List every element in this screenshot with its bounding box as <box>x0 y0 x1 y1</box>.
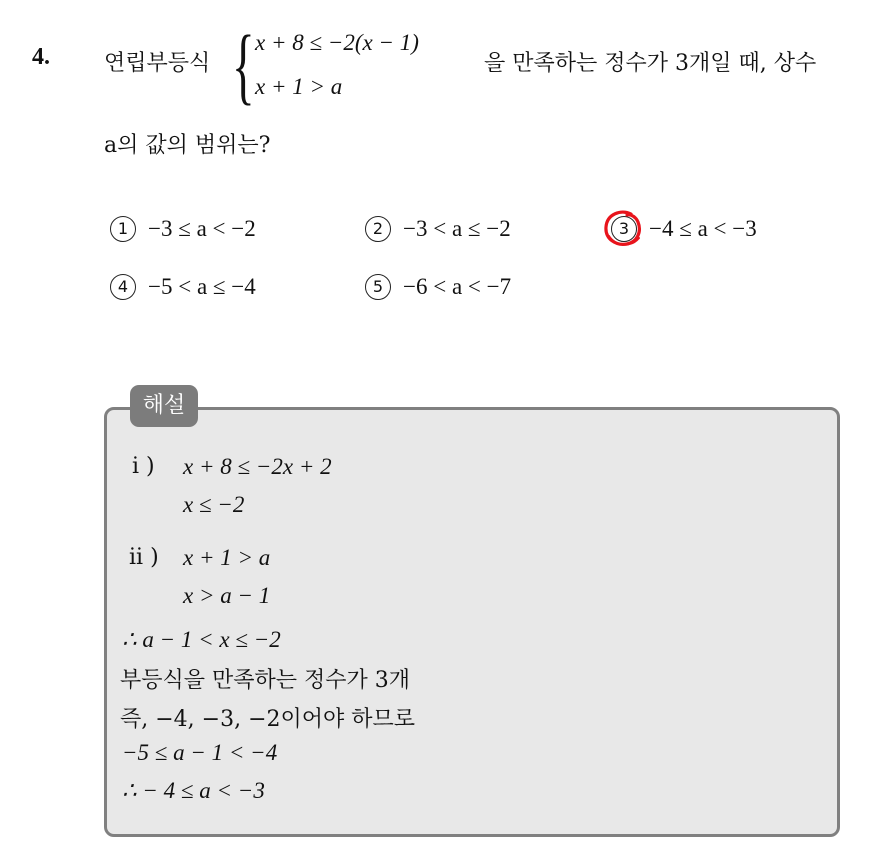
system-line-1: x + 8 ≤ −2(x − 1) <box>255 30 419 55</box>
system-brace: { <box>232 17 255 113</box>
question-number: 4. <box>32 44 50 70</box>
choice-2-number: 2 <box>365 216 391 242</box>
solution-text-1: 부등식을 만족하는 정수가 3개 <box>120 668 411 693</box>
choice-5[interactable] <box>365 274 511 300</box>
step-2-label: ii ) <box>129 545 159 570</box>
choice-4-number: 4 <box>110 274 136 300</box>
choice-5-text: −6 < a < −7 <box>403 274 512 299</box>
system-line-2: x + 1 > a <box>255 74 343 99</box>
step-1-label: i ) <box>132 454 155 479</box>
choice-1-text: −3 ≤ a < −2 <box>148 216 256 241</box>
conclusion-1: ∴ a − 1 < x ≤ −2 <box>122 627 281 652</box>
solution-text-3: −5 ≤ a − 1 < −4 <box>122 740 278 765</box>
step-1-line-2: x ≤ −2 <box>183 492 245 517</box>
step-1-line-1: x + 8 ≤ −2x + 2 <box>183 454 332 479</box>
question-suffix: 을 만족하는 정수가 3개일 때, 상수 <box>484 51 817 76</box>
solution-title: 해설 <box>130 385 198 427</box>
answer-mark-icon <box>601 208 645 250</box>
step-2-line-1: x + 1 > a <box>183 545 271 570</box>
question-prefix: 연립부등식 <box>104 51 211 76</box>
choice-2[interactable] <box>365 216 511 242</box>
choice-4[interactable] <box>110 274 256 300</box>
final-answer: ∴ − 4 ≤ a < −3 <box>122 778 265 803</box>
choice-5-number: 5 <box>365 274 391 300</box>
choice-2-text: −3 < a ≤ −2 <box>403 216 511 241</box>
step-2-line-2: x > a − 1 <box>183 583 271 608</box>
question-line-2: a의 값의 범위는? <box>104 133 271 158</box>
choice-4-text: −5 < a ≤ −4 <box>148 274 256 299</box>
choice-1[interactable] <box>110 216 256 242</box>
choice-3-text: −4 ≤ a < −3 <box>649 216 757 241</box>
choice-1-number: 1 <box>110 216 136 242</box>
choice-3-number: 3 <box>611 216 637 242</box>
solution-text-2: 즉, −4, −3, −2이어야 하므로 <box>120 707 416 732</box>
